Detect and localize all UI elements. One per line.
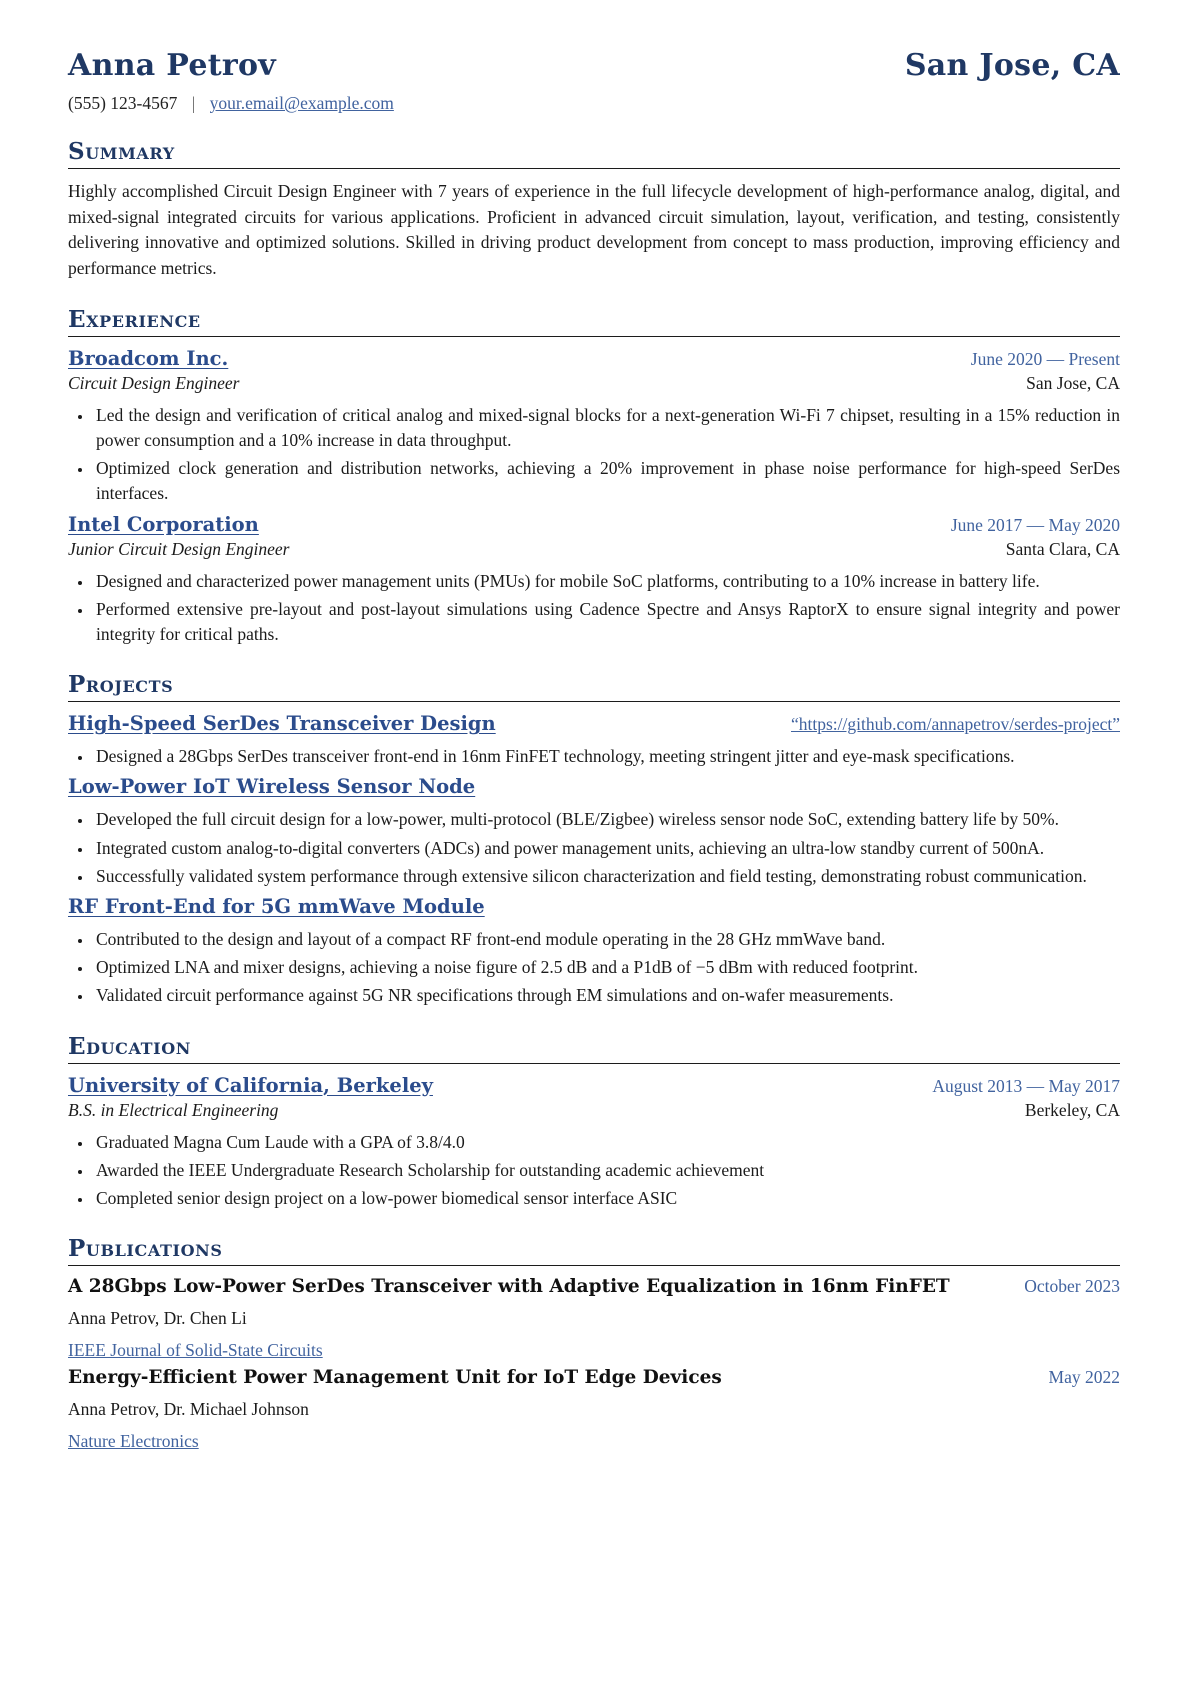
person-location: San Jose, CA: [904, 48, 1120, 83]
education-dates: August 2013 — May 2017: [932, 1075, 1120, 1096]
job-bullet: • Performed extensive pre-layout and post-layout simulations using Cadence Spectre and Ansys RaptorX to ensure signal integrity and power integrity for critical paths.: [93, 597, 1120, 647]
project-bullet: • Contributed to the design and layout of a compact RF front-end module operating in the 28 GHz mmWave band.: [93, 927, 1120, 952]
section-experience: [68, 306, 1120, 647]
company-link-intel[interactable]: Intel Corporation: [68, 512, 259, 536]
project-title-link[interactable]: High-Speed SerDes Transceiver Design: [68, 712, 496, 736]
project-bullet-list: [68, 744, 1120, 769]
project-bullet-list: [68, 807, 1120, 889]
education-bullet-list: [68, 1130, 1120, 1212]
job-bullet: • Led the design and verification of critical analog and mixed-signal blocks for a next-generation Wi-Fi 7 chipset, resulting in a 15% reduction in power consumption and a 10% increase in data throughput.: [93, 403, 1120, 453]
project-bullet: • Optimized LNA and mixer designs, achieving a noise figure of 2.5 dB and a P1dB of −5 dBm with reduced footprint.: [93, 955, 1120, 980]
job-header-row: [68, 513, 1120, 536]
publication-venue-link[interactable]: Nature Electronics: [68, 1431, 199, 1452]
publication-header-row: [68, 1367, 1120, 1388]
education-subheader-row: [68, 1100, 1120, 1121]
job-dates: June 2020 — Present: [970, 348, 1120, 369]
education-header-row: [68, 1074, 1120, 1097]
job-bullet-list: [68, 403, 1120, 507]
job-bullet: • Designed and characterized power management units (PMUs) for mobile SoC platforms, contributing to a 10% increase in battery life.: [93, 569, 1120, 594]
github-link[interactable]: “https://github.com/annapetrov/serdes-project”: [791, 714, 1120, 735]
publication-title: A 28Gbps Low-Power SerDes Transceiver with Adaptive Equalization in 16nm FinFET: [68, 1276, 950, 1298]
section-title-projects: Projects: [68, 671, 1120, 702]
contact-separator: |: [191, 93, 196, 113]
project-bullet: • Successfully validated system performance through extensive silicon characterization and field testing, demonstrating robust communication.: [93, 864, 1120, 889]
publication-entry-2: [68, 1367, 1120, 1452]
email-link[interactable]: your.email@example.com: [209, 93, 394, 113]
job-subheader-row: [68, 539, 1120, 560]
publication-header-row: [68, 1276, 1120, 1297]
publication-venue-link[interactable]: IEEE Journal of Solid-State Circuits: [68, 1340, 323, 1361]
job-title: Junior Circuit Design Engineer: [68, 538, 290, 559]
job-title: Circuit Design Engineer: [68, 372, 240, 393]
publication-date: May 2022: [1048, 1367, 1120, 1388]
job-dates: June 2017 — May 2020: [950, 514, 1120, 535]
section-summary: [68, 138, 1120, 282]
job-header-row: [68, 347, 1120, 370]
publication-authors: Anna Petrov, Dr. Michael Johnson: [68, 1399, 309, 1420]
education-location: Berkeley, CA: [1024, 1099, 1120, 1120]
school-link[interactable]: University of California, Berkeley: [68, 1073, 433, 1097]
section-projects: [68, 671, 1120, 1008]
job-bullet: • Optimized clock generation and distribution networks, achieving a 20% improvement in phase noise performance for high-speed SerDes interfaces.: [93, 456, 1120, 506]
project-header-row: [68, 775, 1120, 798]
job-location: San Jose, CA: [1026, 372, 1120, 393]
resume-header: [68, 48, 1120, 114]
job-entry-intel: [68, 513, 1120, 648]
project-title-link[interactable]: RF Front-End for 5G mmWave Module: [68, 894, 485, 918]
project-entry-rf: [68, 895, 1120, 1009]
project-bullet-list: [68, 927, 1120, 1009]
publication-entry-1: [68, 1276, 1120, 1361]
job-bullet-list: [68, 569, 1120, 648]
section-publications: [68, 1235, 1120, 1452]
project-entry-iot: [68, 775, 1120, 889]
contact-info: [68, 93, 1120, 114]
degree: B.S. in Electrical Engineering: [68, 1099, 279, 1120]
phone-number: (555) 123-4567: [68, 93, 178, 113]
section-title-education: Education: [68, 1033, 1120, 1064]
section-education: [68, 1033, 1120, 1212]
person-name: Anna Petrov: [68, 48, 277, 83]
company-link-broadcom[interactable]: Broadcom Inc.: [68, 346, 229, 370]
project-bullet: • Validated circuit performance against 5G NR specifications through EM simulations and on-wafer measurements.: [93, 983, 1120, 1008]
project-header-row: [68, 712, 1120, 735]
publication-date: October 2023: [1024, 1276, 1120, 1297]
project-entry-serdes: [68, 712, 1120, 769]
publication-title: Energy-Efficient Power Management Unit for IoT Edge Devices: [68, 1367, 722, 1389]
education-bullet: • Awarded the IEEE Undergraduate Research Scholarship for outstanding academic achievement: [93, 1158, 1120, 1183]
job-subheader-row: [68, 373, 1120, 394]
education-bullet: • Completed senior design project on a low-power biomedical sensor interface ASIC: [93, 1186, 1120, 1211]
section-title-publications: Publications: [68, 1235, 1120, 1266]
project-bullet: • Developed the full circuit design for a low-power, multi-protocol (BLE/Zigbee) wireless sensor node SoC, extending battery life by 50%.: [93, 807, 1120, 832]
job-entry-broadcom: [68, 347, 1120, 507]
project-title-link[interactable]: Low-Power IoT Wireless Sensor Node: [68, 775, 476, 799]
education-bullet: • Graduated Magna Cum Laude with a GPA of 3.8/4.0: [93, 1130, 1120, 1155]
job-location: Santa Clara, CA: [1005, 538, 1120, 559]
project-bullet: • Designed a 28Gbps SerDes transceiver front-end in 16nm FinFET technology, meeting stringent jitter and eye-mask specifications.: [93, 744, 1120, 769]
summary-text: Highly accomplished Circuit Design Engineer with 7 years of experience in the full lifecycle development of high-performance analog, digital, and mixed-signal integrated circuits for various applications. Proficient in advanced circuit simulation, layout, verification, and testing, consistently delivering innovative and optimized solutions. Skilled in driving product development from concept to mass production, improving efficiency and performance metrics.: [68, 181, 1120, 279]
section-title-experience: Experience: [68, 306, 1120, 337]
project-bullet: • Integrated custom analog-to-digital converters (ADCs) and power management units, achieving an ultra-low standby current of 500nA.: [93, 836, 1120, 861]
project-header-row: [68, 895, 1120, 918]
name-row: [68, 48, 1120, 83]
publication-authors: Anna Petrov, Dr. Chen Li: [68, 1308, 247, 1329]
section-title-summary: Summary: [68, 138, 1120, 169]
education-entry-berkeley: [68, 1074, 1120, 1212]
